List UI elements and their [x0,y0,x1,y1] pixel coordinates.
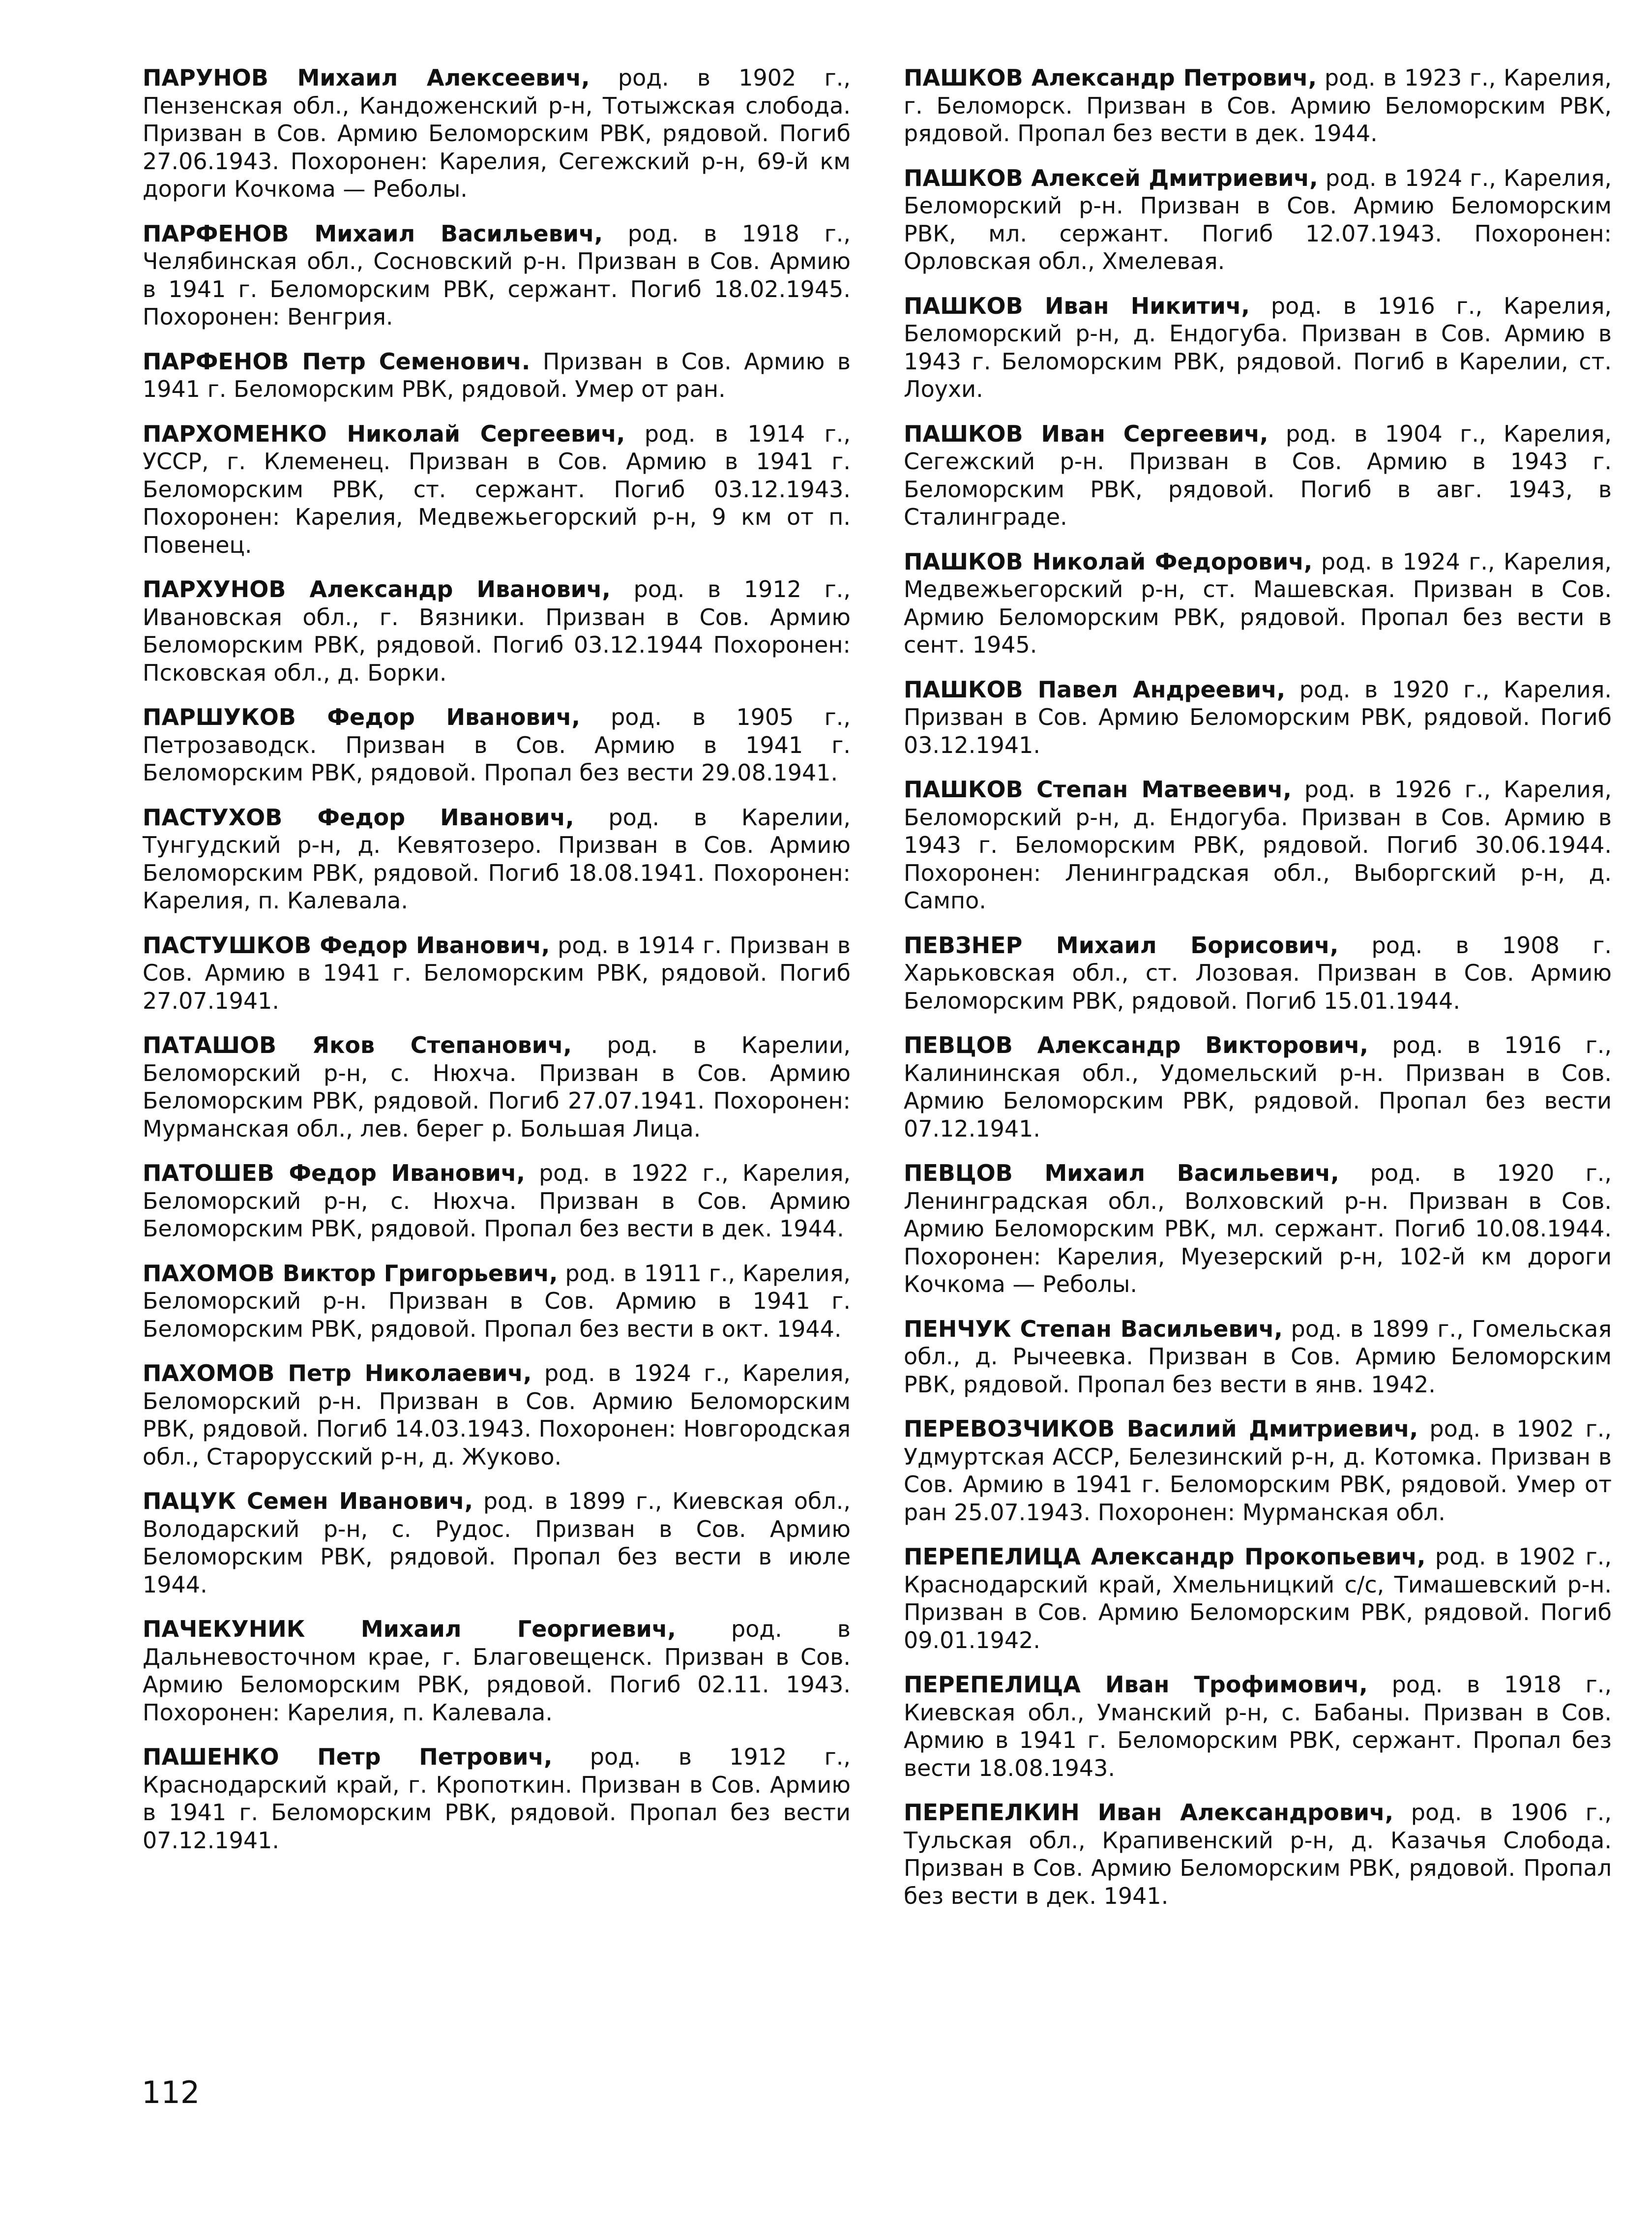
entry [904,64,1612,148]
entry-text: род. в 1904 г., Карелия, Сегежский р-н. Призван в Сов. Армию в 1943 г. Беломорским РВК, рядовой. Погиб в авг. 1943, в Сталинграде. [904,420,1612,530]
entry-name: ПЕНЧУК Степан Васильевич, [904,1315,1283,1342]
entry-name: ПАРХУНОВ Александр Иванович, [143,576,611,602]
entry [143,348,851,403]
entry-name: ПАШКОВ Александр Петрович, [904,64,1317,91]
entry [904,931,1612,1015]
entry [904,164,1612,275]
entry-text: род. в 1912 г., Ивановская обл., г. Вязники. Призван в Сов. Армию Беломорским РВК, рядовой. Погиб 03.12.1944 Похоронен: Псковская обл., д. Борки. [143,576,851,686]
entry [143,220,851,331]
entry [143,1260,851,1343]
entry-name: ПАХОМОВ Петр Николаевич, [143,1360,532,1386]
entry-name: ПЕВЦОВ Александр Викторович, [904,1032,1369,1058]
entry-name: ПАРФЕНОВ Петр Семенович. [143,348,531,375]
entry [143,1743,851,1854]
entry-text: род. в 1902 г., Краснодарский край, Хмельницкий с/с, Тимашевский р-н. Призван в Сов. Армию Беломорским РВК, рядовой. Погиб 09.01.1942. [904,1543,1612,1653]
entry [904,1315,1612,1399]
entry-text: род. в 1920 г., Ленинградская обл., Волховский р-н. Призван в Сов. Армию Беломорским РВК, мл. сержант. Погиб 10.08.1944. Похоронен: Карелия, Муезерский р-н, 102-й км дороги Кочкома — Реболы. [904,1160,1612,1297]
entry [904,1159,1612,1298]
entry-text: род. в 1923 г., Карелия, г. Беломорск. Призван в Сов. Армию Беломорским РВК, рядовой. Пропал без вести в дек. 1944. [904,64,1612,147]
entry-text: род. в Карелии, Беломорский р-н, с. Нюхча. Призван в Сов. Армию Беломорским РВК, рядовой. Погиб 27.07.1941. Похоронен: Мурманская обл., лев. берег р. Большая Лица. [143,1032,851,1142]
entry-text: род. в 1918 г., Киевская обл., Уманский р-н, с. Бабаны. Призван в Сов. Армию в 1941 г. Беломорским РВК, сержант. Пропал без вести 18.08.1943. [904,1671,1612,1781]
entry-text: Призван в Сов. Армию в 1941 г. Беломорским РВК, рядовой. Умер от ран. [143,348,851,402]
entry-name: ПАТОШЕВ Федор Иванович, [143,1160,525,1186]
entry-text: род. в Карелии, Тунгудский р-н, д. Кевятозеро. Призван в Сов. Армию Беломорским РВК, рядовой. Погиб 18.08.1941. Похоронен: Карелия, п. Калевала. [143,804,851,914]
entry-name: ПАШКОВ Алексей Дмитриевич, [904,164,1318,191]
entry-name: ПАШКОВ Павел Андреевич, [904,676,1286,703]
right-column [904,64,1612,1926]
entry-name: ПАШКОВ Степан Матвеевич, [904,776,1292,803]
entry [143,931,851,1015]
entry-text: род. в 1902 г., Пензенская обл., Кандоженский р-н, Тотыжская слобода. Призван в Сов. Армию Беломорским РВК, рядовой. Погиб 27.06.1943. Похоронен: Карелия, Сегежский р-н, 69-й км дороги Кочкома — Реболы. [143,64,851,202]
entry [143,575,851,687]
entry [143,1159,851,1243]
entry-text: род. в 1899 г., Гомельская обл., д. Рычеевка. Призван в Сов. Армию Беломорским РВК, рядовой. Пропал без вести в янв. 1942. [904,1315,1612,1398]
entry-text: род. в 1908 г. Харьковская обл., ст. Лозовая. Призван в Сов. Армию Беломорским РВК, рядовой. Погиб 15.01.1944. [904,931,1612,1014]
entry-name: ПАРФЕНОВ Михаил Васильевич, [143,220,603,247]
entry-text: род. в 1924 г., Карелия, Медвежьегорский р-н, ст. Машевская. Призван в Сов. Армию Беломорским РВК, рядовой. Пропал без вести в сент. 1945. [904,548,1612,658]
entry [143,703,851,787]
entry [904,1031,1612,1142]
entry-name: ПАШКОВ Иван Никитич, [904,292,1250,319]
entry [143,420,851,559]
entry-text: род. в 1914 г., УССР, г. Клеменец. Призван в Сов. Армию в 1941 г. Беломорским РВК, ст. сержант. Погиб 03.12.1943. Похоронен: Карелия, Медвежьегорский р-н, 9 км от п. Повенец. [143,420,851,558]
entry-name: ПЕРЕПЕЛИЦА Иван Трофимович, [904,1671,1368,1698]
entry [143,1487,851,1598]
entry [143,64,851,203]
entry-text: род. в 1924 г., Карелия, Беломорский р-н. Призван в Сов. Армию Беломорским РВК, рядовой. Погиб 14.03.1943. Похоронен: Новгородская обл., Старорусский р-н, д. Жуково. [143,1360,851,1470]
entry-name: ПАЦУК Семен Иванович, [143,1488,473,1514]
entry [904,1799,1612,1910]
page-number: 112 [142,2074,200,2110]
entry-name: ПЕРЕВОЗЧИКОВ Василий Дмитриевич, [904,1415,1418,1442]
entry-text: род. в 1916 г., Калининская обл., Удомельский р-н. Призван в Сов. Армию Беломорским РВК, рядовой. Пропал без вести 07.12.1941. [904,1032,1612,1142]
entry-name: ПЕРЕПЕЛИЦА Александр Прокопьевич, [904,1543,1426,1570]
entry-name: ПАРУНОВ Михаил Алексеевич, [143,64,590,91]
entry-name: ПАРХОМЕНКО Николай Сергеевич, [143,420,625,447]
entry [904,548,1612,659]
entry-text: род. в 1905 г., Петрозаводск. Призван в Сов. Армию в 1941 г. Беломорским РВК, рядовой. Пропал без вести 29.08.1941. [143,704,851,786]
entry-name: ПАЧЕКУНИК Михаил Георгиевич, [143,1616,676,1642]
entry-name: ПАСТУШКОВ Федор Иванович, [143,931,550,959]
entry [904,1415,1612,1526]
entry [904,676,1612,759]
entry-text: род. в 1906 г., Тульская обл., Крапивенский р-н, д. Казачья Слобода. Призван в Сов. Армию Беломорским РВК, рядовой. Пропал без вести в дек. 1941. [904,1799,1612,1909]
entry-name: ПАШКОВ Николай Федорович, [904,548,1313,575]
entry-name: ПАТАШОВ Яков Степанович, [143,1032,572,1058]
entry-text: род. в 1911 г., Карелия, Беломорский р-н. Призван в Сов. Армию в 1941 г. Беломорским РВК, рядовой. Пропал без вести в окт. 1944. [143,1260,851,1342]
entry [904,420,1612,531]
entry-text: род. в Дальневосточном крае, г. Благовещенск. Призван в Сов. Армию Беломорским РВК, рядовой. Погиб 02.11. 1943. Похоронен: Карелия, п. Калевала. [143,1616,851,1726]
entry-name: ПАРШУКОВ Федор Иванович, [143,704,580,730]
entry-text: род. в 1924 г., Карелия, Беломорский р-н. Призван в Сов. Армию Беломорским РВК, мл. сержант. Погиб 12.07.1943. Похоронен: Орловская обл., Хмелевая. [904,164,1612,274]
entry-name: ПАШЕНКО Петр Петрович, [143,1743,553,1770]
entry [904,1671,1612,1782]
entry [143,1615,851,1726]
entry-name: ПАХОМОВ Виктор Григорьевич, [143,1260,558,1287]
entry [904,1543,1612,1654]
entry-text: род. в 1926 г., Карелия, Беломорский р-н, д. Ендогуба. Призван в Сов. Армию в 1943 г. Беломорским РВК, рядовой. Погиб 30.06.1944. Похоронен: Ленинградская обл., Выборгский р-н, д. Сампо. [904,776,1612,914]
entry-name: ПЕРЕПЕЛКИН Иван Александрович, [904,1799,1394,1826]
entry-text: род. в 1914 г. Призван в Сов. Армию в 1941 г. Беломорским РВК, рядовой. Погиб 27.07.1941. [143,931,851,1014]
left-column [143,64,851,1871]
entry [904,292,1612,403]
entry-name: ПАСТУХОВ Федор Иванович, [143,804,574,831]
entry-text: род. в 1899 г., Киевская обл., Володарский р-н, с. Рудос. Призван в Сов. Армию Беломорским РВК, рядовой. Пропал без вести в июле 1944. [143,1488,851,1598]
entry [143,1031,851,1142]
entry-text: род. в 1916 г., Карелия, Беломорский р-н, д. Ендогуба. Призван в Сов. Армию в 1943 г. Беломорским РВК, рядовой. Погиб в Карелии, ст. Лоухи. [904,292,1612,402]
entry-name: ПЕВЦОВ Михаил Васильевич, [904,1160,1339,1186]
entry-name: ПЕВЗНЕР Михаил Борисович, [904,931,1339,959]
entry [143,1359,851,1471]
entry-text: род. в 1918 г., Челябинская обл., Сосновский р-н. Призван в Сов. Армию в 1941 г. Беломорским РВК, сержант. Погиб 18.02.1945. Похоронен: Венгрия. [143,220,851,330]
entry-name: ПАШКОВ Иван Сергеевич, [904,420,1268,447]
entry [904,776,1612,915]
entry-text: род. в 1922 г., Карелия, Беломорский р-н, с. Нюхча. Призван в Сов. Армию Беломорским РВК, рядовой. Пропал без вести в дек. 1944. [143,1160,851,1242]
entry-text: род. в 1920 г., Карелия. Призван в Сов. Армию Беломорским РВК, рядовой. Погиб 03.12.1941. [904,676,1612,758]
entry [143,804,851,915]
entry-text: род. в 1912 г., Краснодарский край, г. Кропоткин. Призван в Сов. Армию в 1941 г. Беломорским РВК, рядовой. Пропал без вести 07.12.1941. [143,1743,851,1854]
entry-text: род. в 1902 г., Удмуртская АССР, Белезинский р-н, д. Котомка. Призван в Сов. Армию в 1941 г. Беломорским РВК, рядовой. Умер от ран 25.07.1943. Похоронен: Мурманская обл. [904,1415,1612,1526]
